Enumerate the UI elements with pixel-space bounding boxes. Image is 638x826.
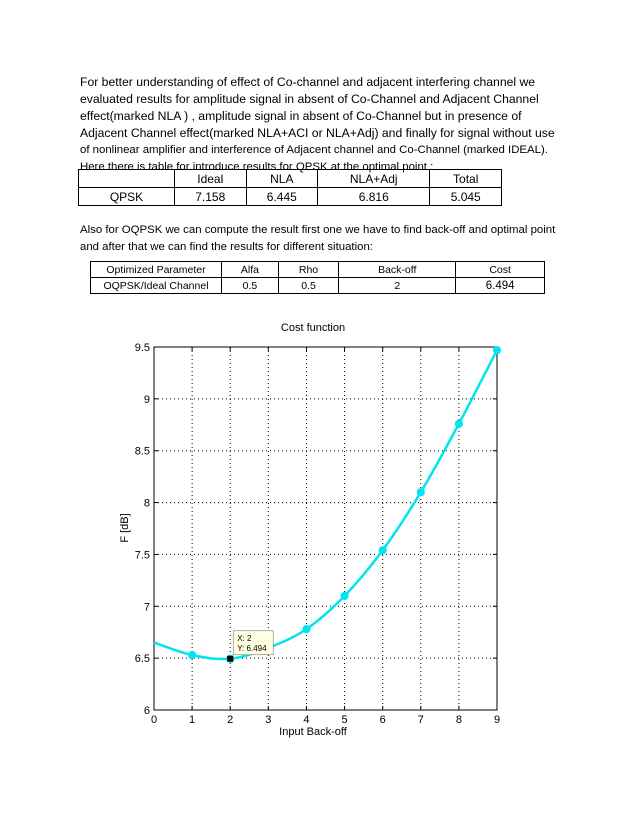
cost-function-chart bbox=[0, 310, 638, 750]
text-line: effect(marked NLA ) , amplitude signal in absent of Co-Channel but in presence of bbox=[80, 109, 522, 123]
text-line: For better understanding of effect of Co-channel and adjacent interfering channel we bbox=[80, 75, 536, 89]
table-header-cell: Cost bbox=[456, 262, 545, 278]
table-cell: OQPSK/Ideal Channel bbox=[91, 278, 222, 294]
x-tick-label: 9 bbox=[493, 714, 501, 726]
datatip-marker bbox=[227, 656, 233, 662]
datatip-y-label: Y: 6.494 bbox=[237, 643, 267, 653]
datatip-x-label: X: 2 bbox=[237, 633, 252, 643]
chart-title: Cost function bbox=[280, 322, 346, 334]
text-line: evaluated results for amplitude signal in absent of Co-Channel and Adjacent Channel bbox=[80, 92, 539, 106]
y-tick-label: 9.5 bbox=[134, 342, 150, 354]
x-tick-label: 1 bbox=[189, 714, 196, 726]
table-cell: 6.445 bbox=[246, 188, 318, 206]
y-axis-label: F [dB] bbox=[119, 513, 131, 543]
oqpsk-parameter-table bbox=[90, 261, 545, 294]
data-point-marker bbox=[189, 651, 196, 658]
y-tick-label: 8.5 bbox=[134, 445, 150, 458]
data-point-marker bbox=[379, 547, 386, 554]
text-line: of nonlinear amplifier and interference of Adjacent channel and Co-Channel (marked IDEAL). bbox=[80, 144, 548, 156]
y-tick-label: 6 bbox=[143, 705, 150, 717]
axis-ticks bbox=[135, 342, 500, 726]
y-tick-label: 7 bbox=[143, 601, 150, 614]
data-point-marker bbox=[303, 626, 310, 633]
table-cell: 2 bbox=[339, 278, 456, 294]
series-line bbox=[154, 350, 497, 659]
table-header-cell: NLA+Adj bbox=[318, 170, 430, 188]
table-cell: 6.816 bbox=[318, 188, 430, 206]
table-row bbox=[79, 188, 502, 206]
data-point-marker bbox=[417, 489, 424, 496]
text-line: Also for OQPSK we can compute the result first one we have to find back-off and optimal point bbox=[80, 224, 556, 236]
table-cell: 0.5 bbox=[278, 278, 338, 294]
y-tick-label: 9 bbox=[143, 393, 150, 406]
table-header-row bbox=[79, 170, 502, 188]
x-tick-label: 8 bbox=[455, 714, 462, 726]
text-line: Here there is table for introduce results for QPSK at the optimal point : bbox=[80, 161, 434, 173]
table-header-cell: Alfa bbox=[222, 262, 279, 278]
table-cell: 5.045 bbox=[430, 188, 502, 206]
data-point-marker bbox=[493, 347, 500, 354]
x-tick-label: 4 bbox=[303, 714, 310, 726]
y-tick-label: 7.5 bbox=[134, 549, 150, 562]
x-tick-label: 5 bbox=[341, 714, 348, 726]
table-header-cell: Back-off bbox=[339, 262, 456, 278]
table-header-cell: NLA bbox=[246, 170, 318, 188]
y-tick-label: 6.5 bbox=[134, 653, 150, 666]
table-cell: 6.494 bbox=[456, 278, 545, 294]
oqpsk-paragraph bbox=[80, 222, 570, 256]
text-line: and after that we can find the results for different situation: bbox=[80, 241, 373, 253]
x-tick-label: 7 bbox=[417, 714, 424, 726]
qpsk-results-table bbox=[78, 169, 502, 206]
x-tick-label: 6 bbox=[379, 714, 386, 726]
x-tick-label: 3 bbox=[265, 714, 272, 726]
table-cell: 7.158 bbox=[175, 188, 247, 206]
data-point-marker bbox=[341, 592, 348, 599]
table-header-cell: Optimized Parameter bbox=[91, 262, 222, 278]
table-header-row bbox=[91, 262, 545, 278]
table-header-cell: Rho bbox=[278, 262, 338, 278]
series-cost bbox=[154, 347, 501, 663]
plot-frame bbox=[154, 347, 497, 710]
intro-paragraph bbox=[80, 74, 570, 176]
table-header-cell: Total bbox=[430, 170, 502, 188]
x-tick-label: 2 bbox=[227, 714, 234, 726]
x-tick-label: 0 bbox=[150, 714, 158, 726]
grid-lines bbox=[154, 347, 497, 710]
table-cell: 0.5 bbox=[222, 278, 279, 294]
text-line: Adjacent Channel effect(marked NLA+ACI or NLA+Adj) and finally for signal without use bbox=[80, 126, 555, 140]
y-tick-label: 8 bbox=[143, 497, 150, 510]
table-header-cell bbox=[79, 170, 175, 188]
table-row bbox=[91, 278, 545, 294]
table-cell: QPSK bbox=[79, 188, 175, 206]
table-header-cell: Ideal bbox=[175, 170, 247, 188]
x-axis-label: Input Back-off bbox=[279, 726, 347, 738]
data-point-marker bbox=[455, 420, 462, 427]
